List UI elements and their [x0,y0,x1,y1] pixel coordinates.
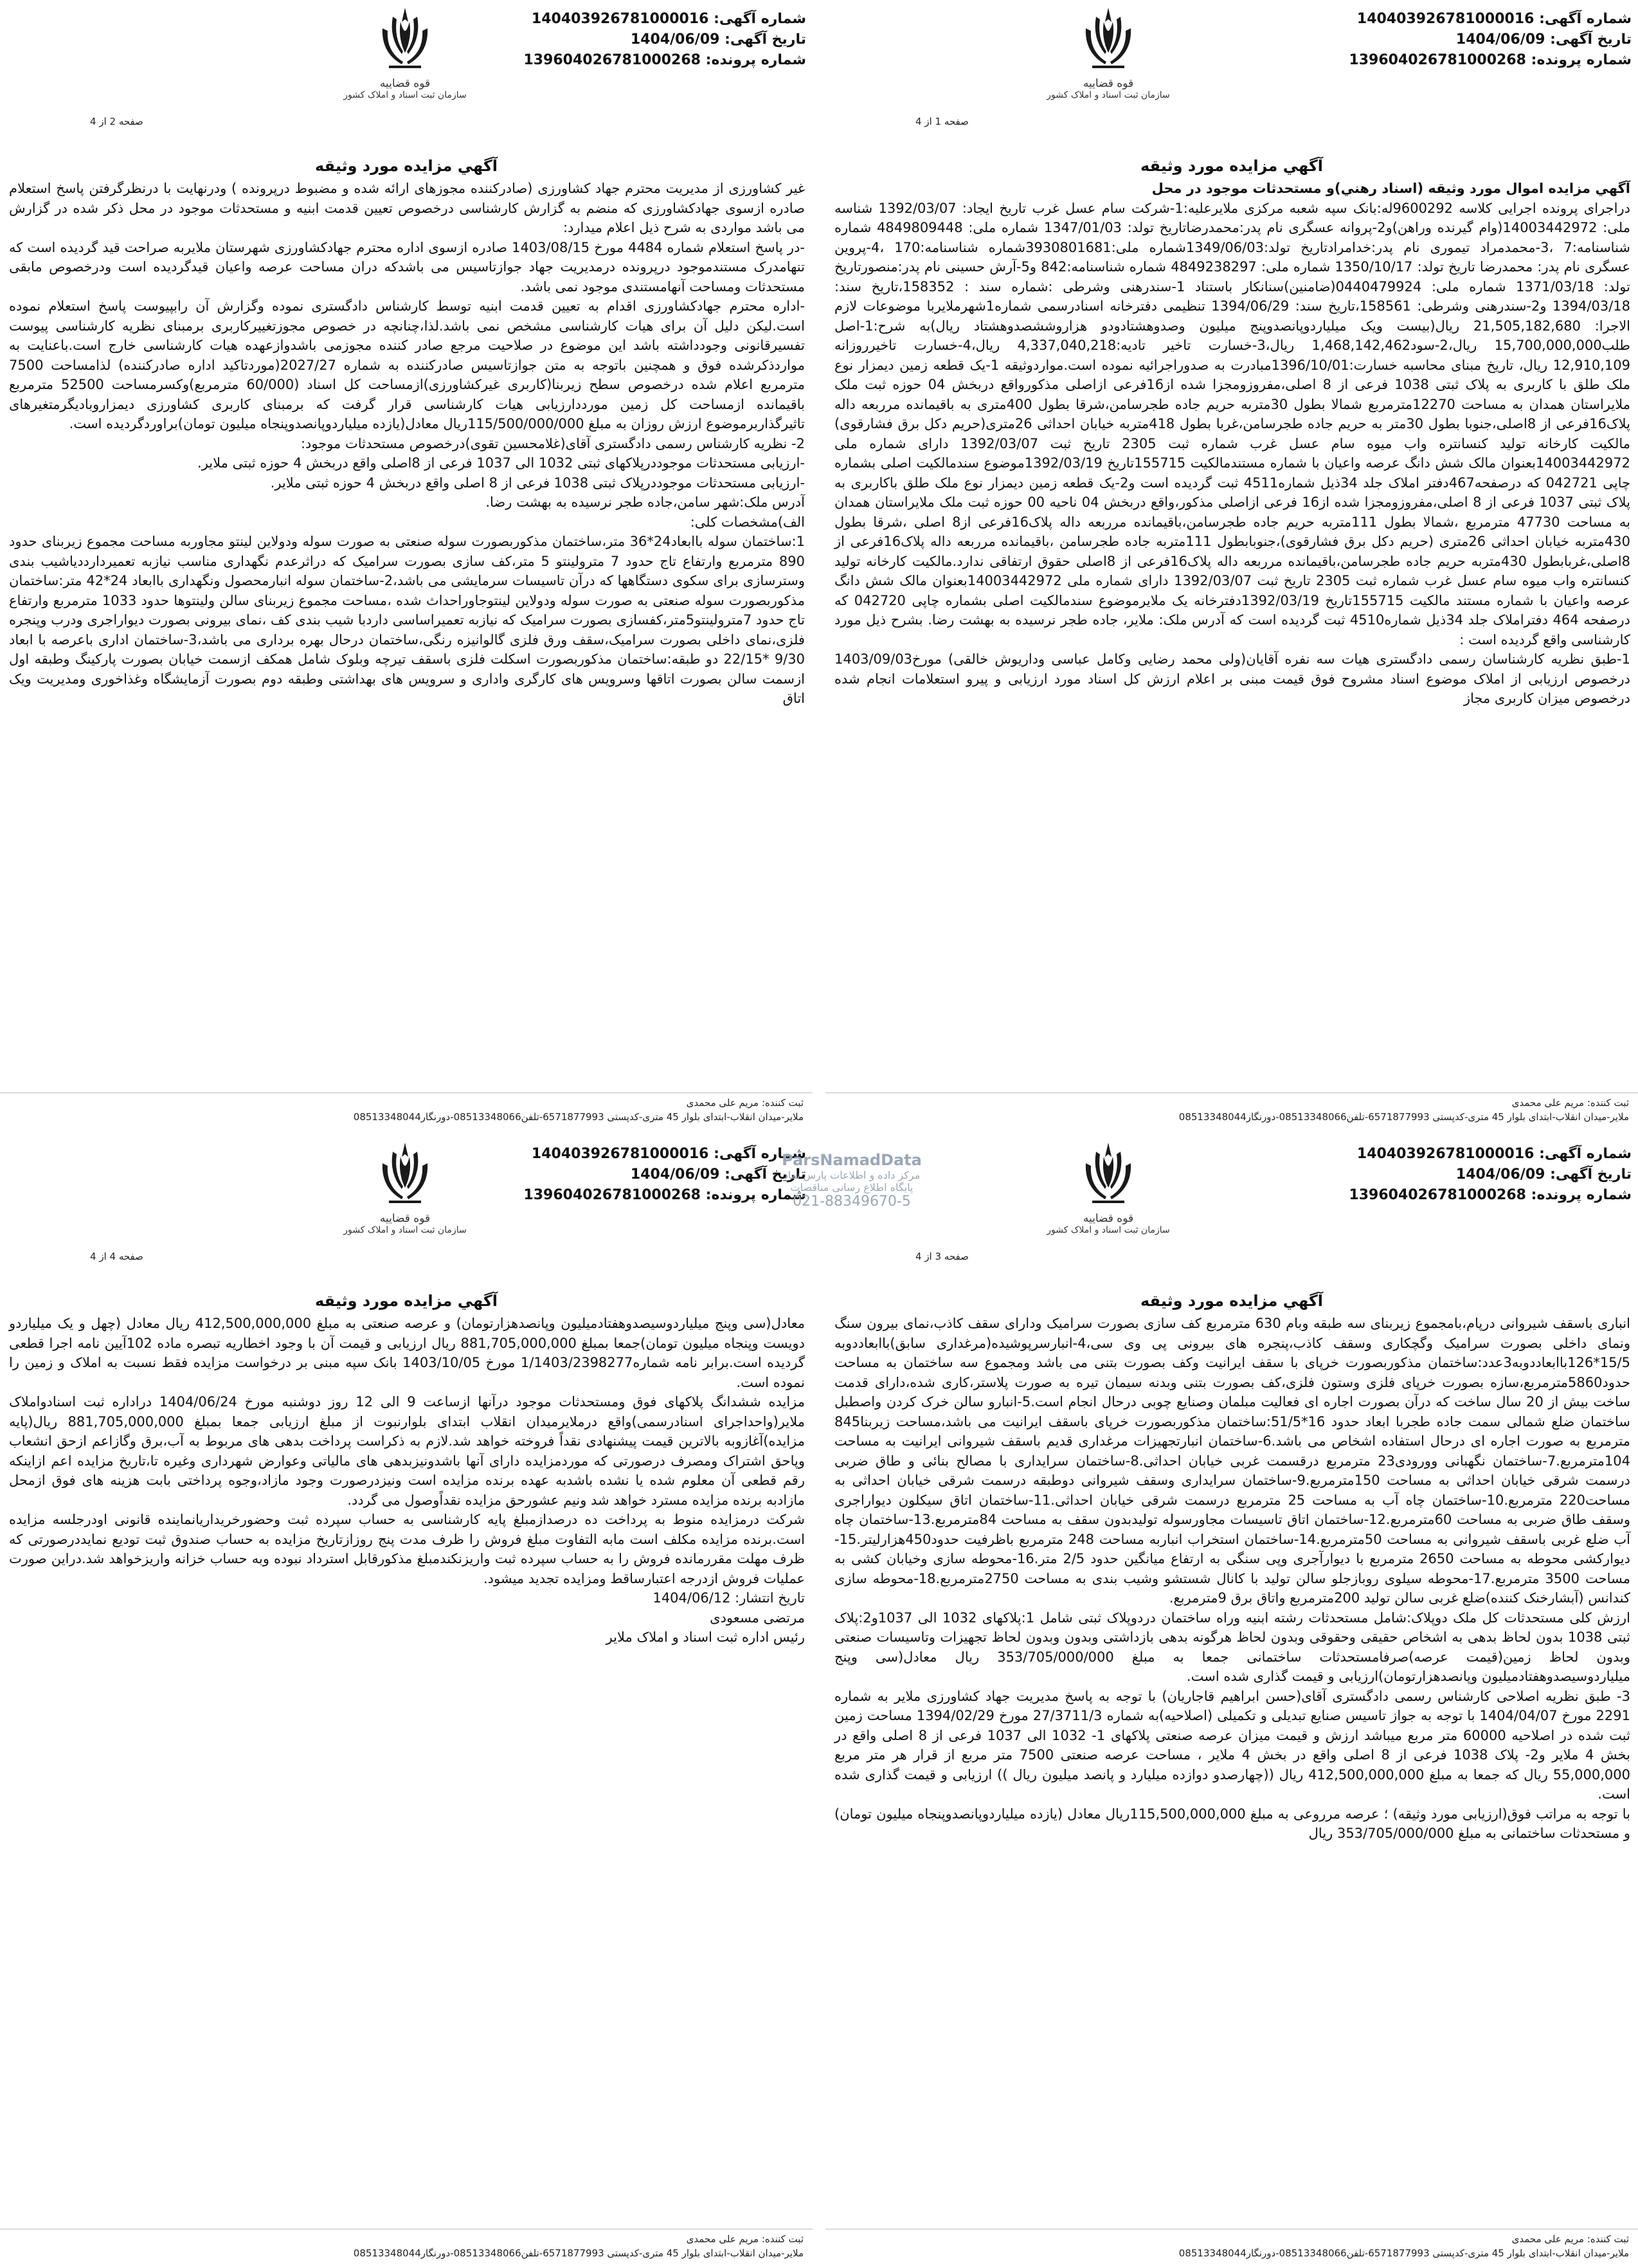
ad-date: 1404/06/09 [1455,1166,1545,1183]
notice-body [825,179,1638,709]
organization-label: سازمان ثبت اسناد و املاک کشور [343,1225,467,1235]
ad-number: 140403926781000016 [531,1146,709,1162]
case-number: 139604026781000268 [1349,1187,1526,1203]
office-address: ملایر-میدان انقلاب-ابتدای بلوار 45 متری-کدپستی 6571877993-تلفن08513348066-دورنگار08513348044 [353,1111,804,1123]
office-address: ملایر-میدان انقلاب-ابتدای بلوار 45 متری-کدپستی 6571877993-تلفن08513348066-دورنگار08513348044 [353,2247,804,2259]
notice-title: آگهي مزايده مورد وثيقه [1140,157,1324,175]
registrar-label: ثبت کننده: [761,1097,804,1109]
notice-meta [1349,1144,1632,1206]
paragraph: 1-طبق نظریه کارشناسان رسمی دادگستری هیات سه نفره آقایان(ولی محمد رضایی وکامل عباسی وداریوش خالقی) مورخ1403/09/03 درخصوص ارزیابی از املاک موضوع اسناد مشروح فوق قیمت مبنی بر اعلام ارزش کل اسناد مورد ارزیابی و پیرو استعلامات انجام شده درخصوص میزان کاربری مجاز [834,651,1630,706]
ad-date: 1404/06/09 [630,32,720,48]
page-footer [825,1093,1638,1132]
organization-label: سازمان ثبت اسناد و املاک کشور [1047,90,1170,100]
judiciary-emblem [341,3,469,125]
registrar-name: مریم علی محمدی [686,1097,759,1109]
page-label: صفحه 1 از 4 [915,116,969,127]
paragraph: آگهي مزايده اموال مورد وثيقه (اسناد رهني)و مستحدثات موجود در محل [1151,181,1630,196]
case-number: 139604026781000268 [523,1187,701,1203]
watermark-site: ParsNamadData [782,1151,922,1169]
ad-date-label: تاریخ آگهی: [1550,32,1632,48]
page-footer [825,2229,1638,2268]
registrar-name: مریم علی محمدی [1511,2233,1585,2245]
notice-title: آگهي مزايده مورد وثيقه [314,157,498,175]
judiciary-label: قوه قضاییه [379,1212,431,1225]
notice-title: آگهي مزايده مورد وثيقه [314,1292,498,1310]
ad-number-label: شماره آگهی: [1539,11,1632,27]
ad-number-label: شماره آگهی: [714,1146,806,1162]
paragraph: مزایده ششدانگ پلاکهای فوق ومستحدثات موجود درآنها ازساعت 9 الی 12 روز دوشنبه مورخ 1404/06/24 دراداره ثبت اسنادواملاک ملایر(واحداجرای اسنادرسمی)واقع درملایرمیدان انقلاب ابتدای بلوارنبوت از مبلغ ارزیابی جمعا بمبلغ 881,705,000,000 ریال(پایه مزایده)آغازوبه بالاترین قیمت پیشنهادی نقداً فروخته خواهد شد.لازم به ذکراست پرداخت بدهی های مربوط به آب،برق وگازاعم ازحق انشعاب وپاحق اشتراک ومصرف درصورتی که موردمزایده دارای آنها باشدونیزبدهی های مالیاتی وعوارض شهرداری وغیره تا،تاریخ مزایده اعم ازاینکه رقم قطعی آن معلوم شده یا نشده باشدبه عهده برنده مزایده است ونیزدرصورت وجود مازاد،وجوه پرداختی بابت هزینه های فوق ازمحل مازادبه برنده مزایده مسترد خواهد شد ونیم عشورحق مزایده نقداًوصول می گردد. [9,1394,806,1508]
case-number: 139604026781000268 [1349,52,1526,68]
case-number: 139604026781000268 [523,52,701,68]
notice-page-4 [0,1135,813,2268]
page-footer [0,2229,813,2268]
watermark-phone: 021-88349670-5 [793,1193,911,1210]
paragraph: شرکت درمزایده منوط به پرداخت ده درصدازمبلغ پایه کارشناسی به حساب سپرده ثبت وحضورخریداریانماینده قانونی اودرجلسه مزایده است.برنده مزایده مکلف است مابه التفاوت مبلغ فروش را ظرف مدت پنج روزازتاریخ مزایده به حساب صندوق ثبت تودیع نمایددرصورتی که ظرف مهلت مقررمانده فروش را به حساب سپرده ثبت واریزنکندمبلغ مذکورقابل استرداد نبوده وبه حساب خزانه واریزخواهد شد.دراین صورت عملیات فروش ازدرجه اعتبارساقط ومزایده تجدید میشود. [9,1512,805,1586]
case-number-label: شماره پرونده: [705,52,806,68]
registrar-label: ثبت کننده: [761,2233,804,2245]
case-number-label: شماره پرونده: [705,1187,806,1203]
signatory-name: مرتضی مسعودی [710,1610,805,1626]
signatory-title: رئیس اداره ثبت اسناد و املاک ملایر [606,1629,805,1645]
paragraph: آدرس ملک:شهر سامن،جاده طجر نرسیده به بهشت رضا. [485,494,805,510]
paragraph: با توجه به مراتب فوق(ارزیابی مورد وثیقه) ؛ عرصه مرروعی به مبلغ 115,500,000,000ریال معادل (یازده میلیاردوپانصدوپنجاه میلیون تومان) و مستحدثات ساختمانی به مبلغ 353/705/000/000 ریال [834,1806,1630,1841]
watermark-tagline: مرکز داده و اطلاعات پارس نماد [783,1169,921,1181]
judiciary-label: قوه قضاییه [379,77,431,90]
ad-date: 1404/06/09 [1455,32,1545,48]
paragraph: -ارزیابی مستحدثات موجوددرپلاک ثبتی 1038 فرعی از 8 اصلی واقع دربخش 4 حوزه ثبتی ملایر. [270,475,805,491]
ad-date: 1404/06/09 [630,1166,720,1183]
judiciary-emblem [1044,3,1173,125]
paragraph: -اداره محترم جهادکشاورزی اقدام به تعیین قدمت ابنیه توسط کارشناس دادگستری نموده وگزارش آن رابپیوست پاسخ استعلام نموده است.لیکن دلیل آن برای هیات کارشناسی مشخص نمی باشد.لذا،چنانچه در خصوص مجوزتغییرکاربری برمبنای نظریه کارشناسی پیوست تفسیرقانونی وجودداشته باشد این موضوع در صلاحیت مرجع صادر کننده مجوزمی باشدوازعهده هیات کارشناسی خارج است.باعنایت به مواردذکرشده فوق و همچنین باتوجه به متن جوازتاسیس صادرکننده به شماره 2027/27(موردتاکید اداره صادرکننده) لذامساحت 7500 مترمربع اعلام شده درخصوص سطح زیربنا(کاربری غیرکشاورزی)ازمساحت کل اسناد (60/000 مترمربع)وکسرمساحت 52500 مترمربع باقیمانده ازمساحت کل زمین مورددارزیابی هیات کارشناسی قرار گرفت که برمبنای کاربری کشاورزی دیمزاروبادیگرمتغیرهای تاثیرگذاربرموضوع ارزش روزان به مبلغ 115/500/000/000ریال معادل(یازده میلیاردوپانصدوپنجاه میلیون تومان)براوردگردیده است. [9,298,805,431]
judiciary-emblem [341,1138,469,1260]
notice-meta [523,9,806,71]
paragraph: -ارزیابی مستحدثات موجوددرپلاکهای ثبتی 1032 الی 1037 فرعی از 8اصلی واقع دربخش 4 حوزه ثبتی ملایر. [197,455,805,471]
paragraph: -در پاسخ استعلام شماره 4484 مورخ 1403/08/15 صادره ازسوی اداره محترم جهادکشاورزی شهرستان ملایربه صراحت قید گردیده است که تنهامدرک مستندموجود درپرونده درمدیریت جهاد جوازتاسیس می باشدکه دران مساحت عرصه واعیان قیدگردیده است ودرخصوص مابقی مستحدثات ومساحت آنهامستندی موجود نمی باشد. [9,239,806,295]
page-header [0,0,813,148]
paragraph: انباری باسقف شیروانی درپام،بامجموع زیربنای سه طبقه وبام 630 مترمربع کف سازی بصورت سرامیک ودارای سقف کاذب،نمای بیرون سنگ ونمای داخلی بصورت سرامیک وگچکاری وسقف کاذب،پنجره های بیرونی پی وی سی،4-انبارسرپوشیده(مرغداری سابق)باابعاددوبه 15/5*126باابعاددوبه3عدد:ساختمان مذکوربصورت خرپای با سقف ایرانیت وکف بصورت بتنی می باشد ومجموع سه ساختمان به مساحت حدود5860مترمربع،سازه بصورت خرپای فلزی وستون فلزی،کف بصورت بتنی وبدنه سیمان تیره به صورت پلاستر،کاری شده،دارای قدمت ساخت بیش از 20 سال ساخت که درآن بصورت اجاره ای فعالیت مبلمان وصنایع چوبی درحال انجام است.5-انبارو سالن خرک کردن واصطبل ساختمان ضلع شمالی سمت جاده طجربا ابعاد حدود 16*51/5:ساختمان مذکوربصورت خرپای باسقف ایرانیت می باشد،مساحت زیربنا845 مترمربع به صورت اجاره ای درحال استفاده اشخاص می باشد.6-ساختمان انبارتجهیزات مرغداری قدیم باسقف شیروانی ایرانیت به مساحت 104مترمربع.7-ساختمان نگهبانی وورودی23 مترمربع درقسمت غربی خیابان احداثی.8-ساختمان سرایداری با مصالح بنائی و طاق ضربی درسمت شرقی خیابان احداثی به مساحت 150مترمربع.9-ساختمان سرایداری وسقف شیروانی دوطبقه درسمت شرقی خیابان احداثی به مساحت220 مترمربع.10-ساختمان چاه آب به مساحت 25 مترمربع درسمت شرقی خیابان احداثی.11-ساختمان اتاق سیکلون دیواراجری وسقف طاق ضربی به مساحت 60مترمربع.12-ساختمان اتاق تاسیسات مجاورسوله تولیدبدون سقف به مساحت 84مترمربع.13-ساختمان چاه آب ضلع غربی باسقف شیروانی به مساحت 50مترمربع.14-ساختمان استخراب انباربه مساحت 248 مترمربع باظرفیت حدود450هزارلیتر.15-دیوارکشی محوطه به مساحت 2650 مترمربع با دیوارآجری وپی سنگی به ارتفاع میانگین حدود 2/5 متر.16-محوطه سازی وخیابان کشی به مساحت 3500 مترمربع.17-محوطه سیلوی روبازجلو سالن تولید با کانال شستشو وشیب بندی به مساحت 2750مترمربع.18-محوطه سازی کندانس (آبشارخنک کننده)ضلع غربی سالن تولید 200مترمربع واتاق برق 9مترمربع. [834,1316,1631,1606]
watermark [746,1151,958,1210]
judiciary-label: قوه قضاییه [1083,77,1134,90]
ad-number: 140403926781000016 [1356,1146,1534,1162]
ad-number: 140403926781000016 [1356,11,1534,27]
notice-meta [1349,9,1632,71]
emblem-icon [370,3,440,73]
emblem-icon [1073,3,1144,73]
judiciary-label: قوه قضاییه [1083,1212,1134,1225]
notice-page-2 [0,0,813,1132]
ad-date-label: تاریخ آگهی: [724,1166,806,1183]
paragraph: 2- نظریه کارشناس رسمی دادگستری آقای(غلامحسین تقوی)درخصوص مستحدثات موجود: [300,435,805,451]
paragraph: 1:ساختمان سوله باابعاد24*36 متر،ساختمان مذکوربصورت سوله صنعتی به صورت سوله ودولاین لینتو مجاوربه مساحت مجموع زیربنای حدود 890 مترمربع وارتفاع تاج حدود 7 مترولینتو 5 متر،کف سازی بصورت سرامیک که دراثرعدم نگهداری مناسب نیازبه تعمیردارددیاشیب بندی وسترسازی برای سکوی دستگاهها که درآن تاسیسات سرمایشی می باشد،2-ساختمان سوله انبارمحصول ونگهداری باابعاد 24*42 متر:ساختمان مذکوربصورت سوله صنعتی به صورت سوله ودولاین لینتوجاوراحداث شده ،مساحت مجموع زیربنای سالن ولینتوها حدود 1033 مترمربع وارتفاع تاج حدود 7مترولینتو5متر،کفسازی بصورت سرامیک که نیازبه تعمیراساسی داردبا شیب بندی کف ،نمای بیرونی بصورت دیواراجری ودرب وپنجره فلزی،نمای داخلی بصورت سرامیک،سقف ورق فلزی گالوانیزه رنگی،ساختمان درحال بهره برداری می باشد،3-ساختمان اداری باعرصه با ابعاد 9/30 *22/15 دو طبقه:ساختمان مذکوربصورت اسکلت فلزی باسقف تیرچه وبلوک شامل همکف ازسمت خیابان بصورت پارکینگ وطبقه اول ازسمت سالن بصورت اتاقها وسرویس های کارگری واداری و سرویس های بهداشتی وطبقه دوم بصورت آزمایشگاه وغذاخوری ومدیریت ویک اتاق [9,534,806,706]
page-label: صفحه 3 از 4 [915,1251,969,1262]
page-label: صفحه 4 از 4 [90,1251,143,1262]
publish-date: تاریخ انتشار: 1404/06/12 [652,1590,805,1606]
office-address: ملایر-میدان انقلاب-ابتدای بلوار 45 متری-کدپستی 6571877993-تلفن08513348066-دورنگار08513348044 [1178,1111,1629,1123]
paragraph: الف)مشخصات کلی: [690,514,805,530]
registrar-label: ثبت کننده: [1587,1097,1629,1109]
ad-date-label: تاریخ آگهی: [1550,1166,1632,1183]
paragraph: غیر کشاورزی از مدیریت محترم جهاد کشاورزی (صادرکننده مجوزهای ارائه شده و مضبوط درپرونده ) ودرنهایت با درنظرگرفتن پاسخ استعلام صادره ازسوی جهادکشاورزی که منضم به گزارش کارشناسی درخصوص تعیین قدمت ابنیه و مستحدثات موجود در محل ذکر شده در گزارش می باشد مواردی به شرح ذیل اعلام میدارد: [9,181,805,235]
paragraph: ارزش کلی مستحدثات کل ملک دوپلاک:شامل مستحدثات رشته ابنیه وراه ساختمان دردوپلاک ثبتی شامل 1:پلاکهای 1032 الی 1037و2:پلاک ثبتی 1038 بدون لحاظ بدهی به اشخاص حقیقی وحقوقی وبدون لحاظ هرگونه بدهی بازداشتی وبدون وبدون لحاظ تجهیزات وتاسیسات صنعتی وبدون لحاظ زمین(قیمت عرصه)صرفامستحدثات ساختمانی جمعا به مبلغ 353/705/000/000 ریال معادل(سی وپنج میلیاردوسیصدوهفتادمیلیون وپانصدهزارتومان)ارزیابی و قیمت گذاری شده است. [834,1610,1630,1684]
ad-number-label: شماره آگهی: [714,11,806,27]
organization-label: سازمان ثبت اسناد و املاک کشور [1047,1225,1170,1235]
organization-label: سازمان ثبت اسناد و املاک کشور [343,90,467,100]
ad-number-label: شماره آگهی: [1539,1146,1632,1162]
case-number-label: شماره پرونده: [1531,52,1632,68]
page-header [825,0,1638,148]
emblem-icon [1073,1138,1144,1208]
notice-title: آگهي مزايده مورد وثيقه [1140,1292,1324,1310]
judiciary-emblem [1044,1138,1173,1260]
notice-body [0,179,813,709]
page-footer [0,1093,813,1132]
page-header [0,1135,813,1283]
page-label: صفحه 2 از 4 [90,116,143,127]
notice-page-1 [825,0,1638,1132]
ad-number: 140403926781000016 [531,11,709,27]
notice-page-3 [825,1135,1638,2268]
watermark-tagline-2: پایگاه اطلاع رسانی مناقصات [790,1181,914,1193]
paragraph: دراجرای پرونده اجرایی کلاسه 9600292له:بانک سپه شعبه مرکزی ملایرعلیه:1-شرکت سام عسل غرب تاریخ ایجاد: 1392/03/07 شناسه ملی: 14003442972(وام گیرنده وراهن)و2-پروانه عسگری نام پدر:محمدرضاتاریخ تولد: 1347/01/03 شماره ملی: 4849809448 شماره شناسنامه:7 ،3-محمدمراد تیموری نام پدر:خدامرادتاریخ تولد:1349/06/03شماره ملی:3930801681شماره شناسنامه:170 ،4-پروین عسگری نام پدر: محمدرضا تاریخ تولد: 1350/10/17 شماره ملی: 4849238297 شماره شناسنامه:842 و5-آرش حسینی نام پدر:منصورتاریخ تولد: 1371/03/18 شماره ملی: 0440479924(ضامنین)سنانکار باستناد 1-سندرهنی وشرطی :شماره سند : 158352،تاریخ سند: 1394/03/18 و2-سندرهنی وشرطی: 158561،تاریخ سند: 1394/06/29 تنظیمی دفترخانه اسنادرسمی شماره1شهرملایربا موضوعات لازم الاجرا: 21,505,182,680 ریال(بیست ویک میلیاردوپانصدوپنج میلیون وصدوهشتادودو هزاروششصدوهشتاد ریال)به شرح:1-اصل طلب15,700,000,000 ریال،2-سود1,468,142,462 ریال،3-خسارت تاخیر تادیه:4,337,040,218 ریال،4-خسارت تاخیرروزانه 12,910,109 ریال، تاریخ مبنای محاسبه خسارت:1396/10/01مبادرت به صدوراجرائیه نموده است.مواردوثیقه 1-یک قطعه زمین دیمزار نوع ملک طلق با کاربری به پلاک ثبتی 1038 فرعی از 8 اصلی،مفروزومجزا شده از16فرعی ازاصلی مذکورواقع دربخش 04 حوزه ثبت ملک ملایراستان همدان به مساحت 12270مترمربع شمالا بطول 30متربه حریم جاده طجرسامن،شرقا بطول 400متری به باقیمانده مرربعه داله پلاک16فرعی از 8اصلی،جنوبا بطول 30متر به حریم جاده طجرسامن،غربا بطول 418متربه خیابان احداثی 26متری(حریم دکل برق فشارقوی) مالکیت کارخانه تولید کنسانتره واب میوه سام عسل غرب شماره ثبت 2305 تاریخ ثبت 1392/03/07 دارای شماره ملی 14003442972بعنوان مالک شش دانگ عرصه واعیان با شماره مستندمالکیت 155715تاریخ 1392/03/19موضوع سندمالکیت اصلی بشماره چاپی 042721 که درصفحه467دفتر املاک جلد 34ذیل شماره4511 ثبت گردیده است و2-یک قطعه زمین دیمزار نوع ملک طلق باکاربری به پلاک ثبتی 1037 فرعی از 8 اصلی،مفروزومجزا شده از16 فرعی ازاصلی مذکور،واقع دربخش 04 ناحیه 00 حوزه ثبت ملک ملایراستان همدان به مساحت 47730 مترمربع ،شمالا بطول 111متربه حریم جاده طجرسامن،باقیمانده مرربعه داله پلاک16فرعی از8 اصلی ،شرقا بطول 430متربه خیابان احداثی 26متری (حریم دکل برق فشارقوی)،جنوبابطول 111متربه جاده طجرسامن ،باقیمانده مرربعه داله پلاک16فرعی از 8اصلی،غربابطول 430متربه حریم جاده طجرسامن،باقیمانده مرربعه داله پلاک16فرعی از 8اصلی حقوق ارتفاقی ندارد.مالکیت کارخانه تولید کنسانتره واب میوه سام عسل غرب شماره ثبت 2305 تاریخ ثبت 1392/03/07 دارای شماره ملی 14003442972بعنوان مالک شش دانگ عرصه واعیان با شماره مستند مالکیت 155715تاریخ 1392/03/19دفترخانه یک ملایرموضوع سندمالکیت اصلی بشماره چاپی 042720 که درصفحه 464 دفتراملاک جلد 34ذیل شماره4510 ثبت گردیده است که آدرس ملک: ملایر، جاده طجر نرسیده به بهشت رضا. بشرح ذیل مورد کارشناسی واقع گردیده است : [834,200,1631,648]
office-address: ملایر-میدان انقلاب-ابتدای بلوار 45 متری-کدپستی 6571877993-تلفن08513348066-دورنگار08513348044 [1178,2247,1629,2259]
registrar-name: مریم علی محمدی [1511,1097,1585,1109]
notice-body [825,1314,1638,1844]
ad-date-label: تاریخ آگهی: [724,32,806,48]
paragraph: 3- طبق نظریه اصلاحی کارشناس رسمی دادگستری آقای(حسن ابراهیم قاجاریان) با توجه به پاسخ مدیریت جهاد کشاورزی ملایر به شماره 2291 مورخ 1404/04/07 با توجه به جواز تاسیس صنایع تبدیلی و تکمیلی (اصلاحیه)به شماره 27/3711/3 مورخ 1394/02/29 مساحت زمین ثبت شده در اصلاحیه 60000 متر مربع میباشد ارزش و قیمت میزان عرصه صنعتی پلاکهای 1- 1032 الی 1037 فرعی از 8 اصلی واقع در بخش 4 ملایر و2- پلاک 1038 فرعی از 8 اصلی واقع در بخش 4 ملایر ، مساحت عرصه صنعتی 7500 متر مربع از قرار هر متر مربع 55,000,000 ریال که جمعا به مبلغ 412,500,000,000 ریال ((چهارصدو دوازده میلیارد و پانصد میلیون ریال )) ارزیابی و قیمت گذاری شده است. [834,1688,1630,1802]
paragraph: معادل(سی وپنج میلیاردوسیصدوهفتادمیلیون وپانصدهزارتومان) و عرصه صنعتی به مبلغ 412,500,000,000 ریال معادل (چهل و یک میلیاردو دویست وپنجاه میلیون تومان)جمعا بمبلغ 881,705,000,000 ریال ارزیابی و قیمت آن با وجود اخطاریه تبصره ماده 102آیین نامه اجرا قطعی گردیده است.برابر نامه شماره1/1403/2398277 مورخ 1403/10/05 بانک سپه مبنی بر درخواست مزایده فقط نسبت به املاک و زمین را نموده است. [9,1316,805,1390]
case-number-label: شماره پرونده: [1531,1187,1632,1203]
registrar-name: مریم علی محمدی [686,2233,759,2245]
emblem-icon [370,1138,440,1208]
registrar-label: ثبت کننده: [1587,2233,1629,2245]
notice-body [0,1314,813,1647]
